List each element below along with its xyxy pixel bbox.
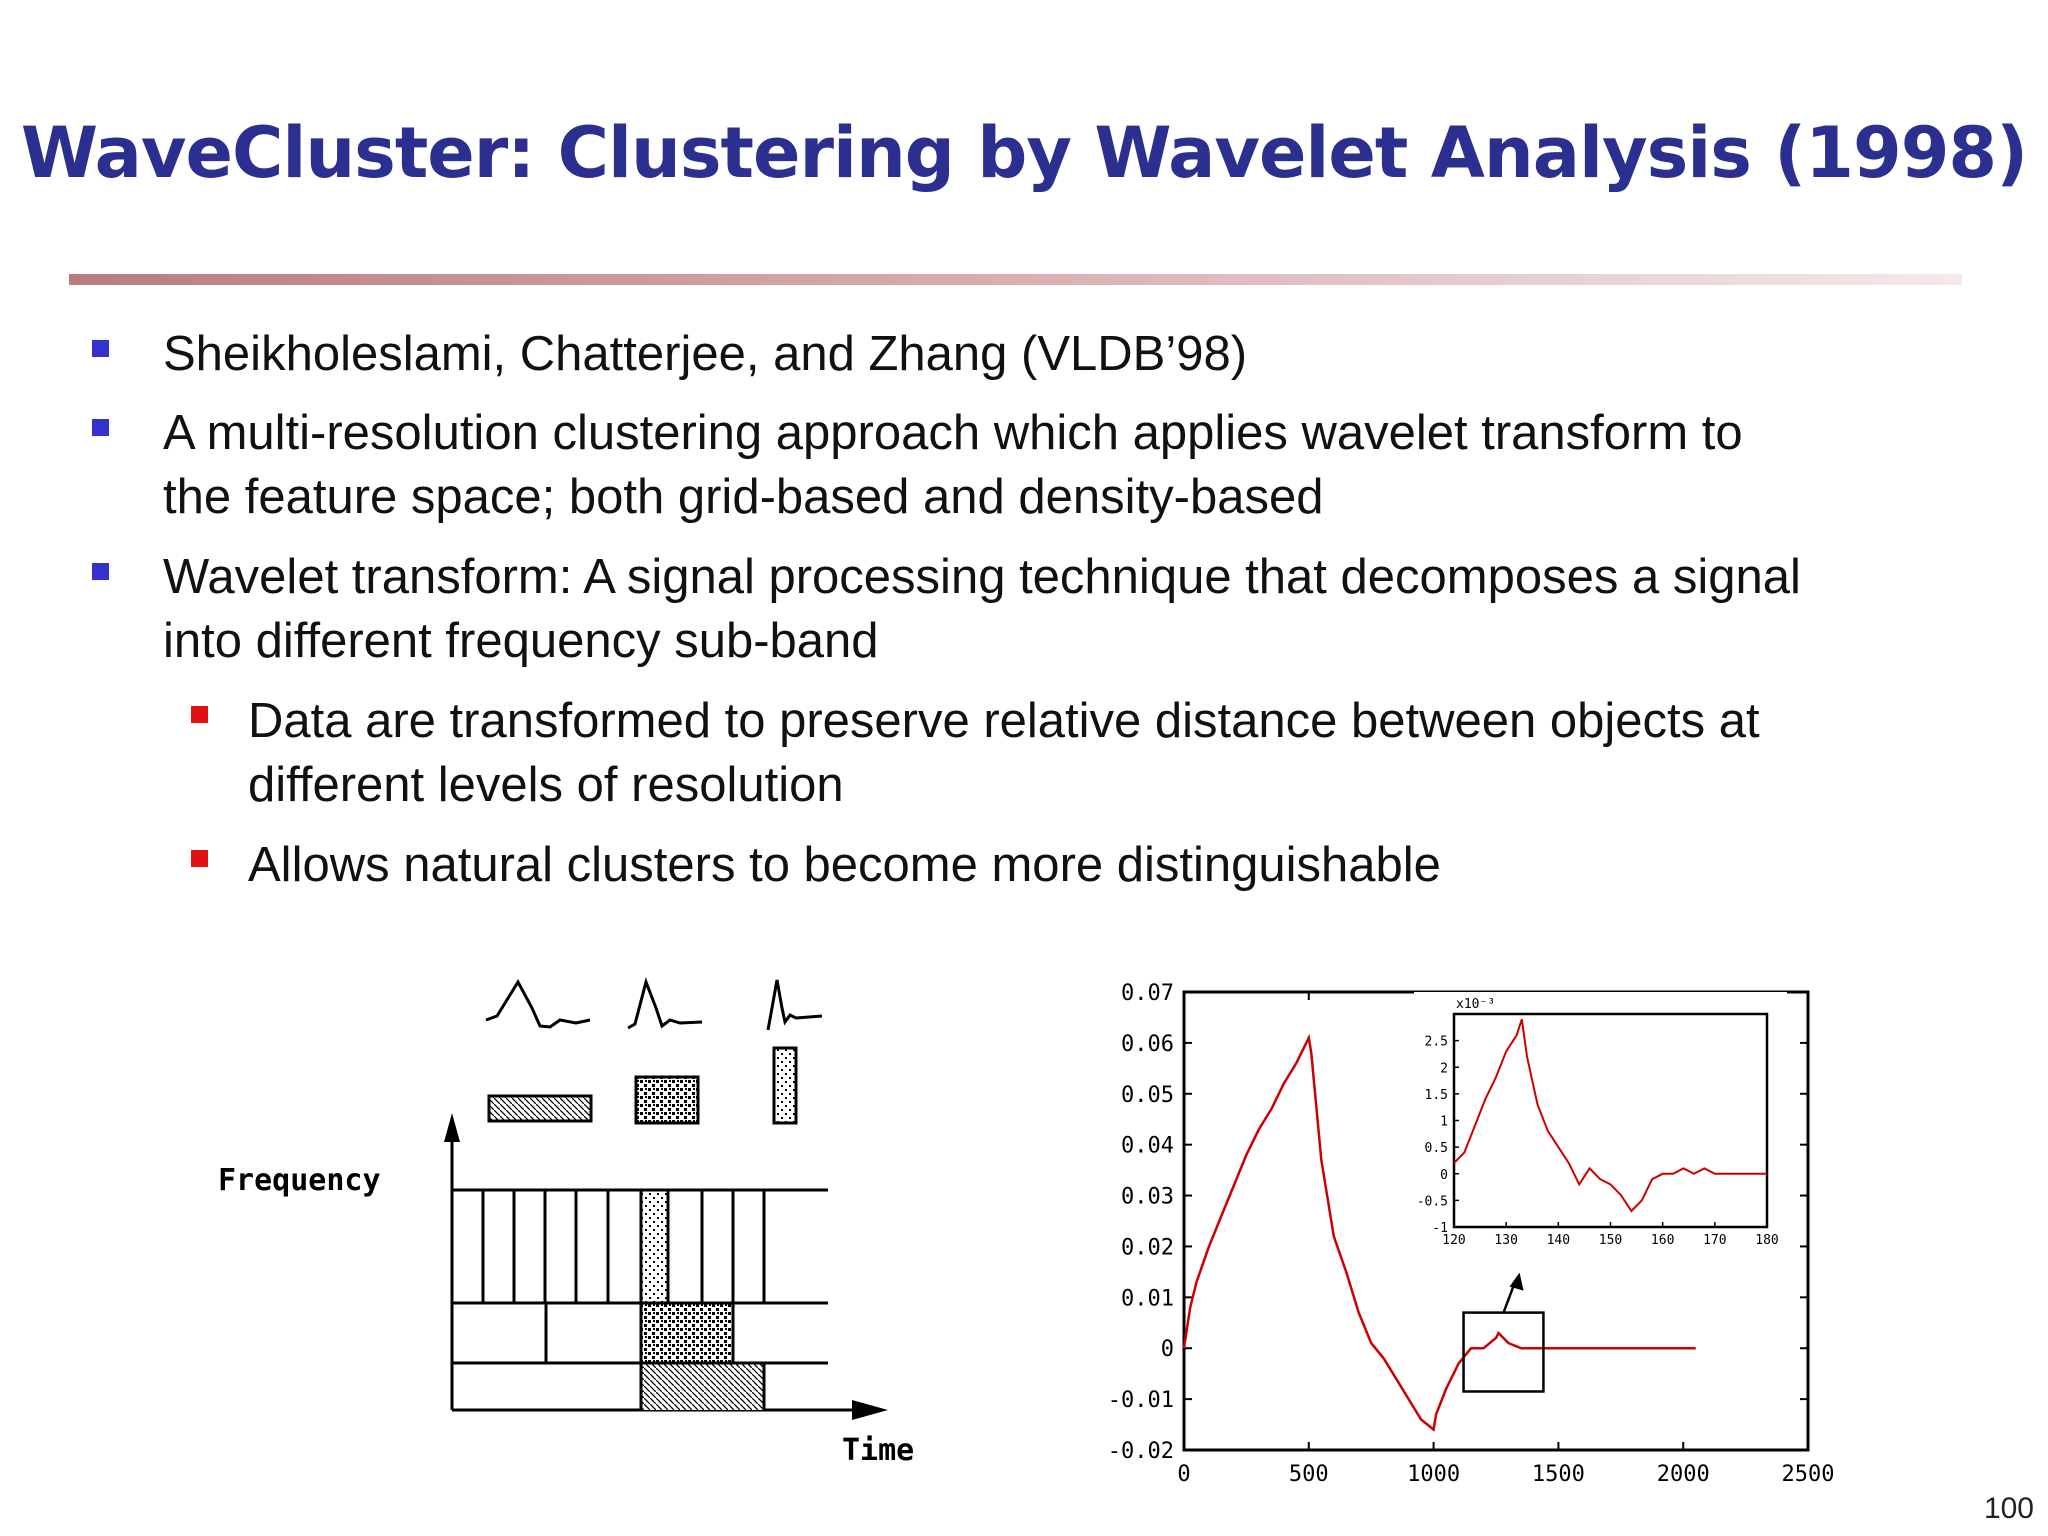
y-tick-label: 0.05 [1121,1082,1174,1108]
inset-x-tick-label: 160 [1650,1233,1675,1248]
inset-y-tick-label: 0 [1440,1167,1448,1183]
sub-bullet-text: Data are transformed to preserve relative distance between objects at different levels of resolution [248,694,1760,812]
y-tick-label: 0.06 [1121,1031,1174,1057]
inset-x-tick-label: 170 [1703,1233,1727,1248]
y-tick-label: 0.01 [1121,1286,1174,1312]
inset-y-tick-label: -0.5 [1416,1194,1448,1210]
y-tick-label: -0.01 [1107,1388,1174,1414]
inset-y-tick-label: 0.5 [1424,1141,1448,1157]
inset-y-tick-label: 2 [1440,1061,1448,1077]
tile-legend-hatched [489,1096,591,1121]
wavelet-wide-icon [486,982,590,1027]
inset-y-tick-label: 2.5 [1424,1034,1448,1050]
sub-bullet-marker [191,850,208,867]
y-tick-label: -0.02 [1107,1439,1174,1464]
wavelet-medium-icon [628,982,702,1028]
sub-bullet-text: Allows natural clusters to become more distinguishable [248,838,1441,892]
inset-y-tick-label: -1 [1432,1221,1448,1236]
x-tick-label: 0 [1177,1462,1191,1485]
tile-legend-dense [636,1077,698,1123]
time-frequency-diagram [200,960,960,1480]
x-tick-label: 1000 [1407,1462,1461,1485]
y-tick-label: 0.02 [1121,1235,1174,1261]
wavelet-signal-chart [1085,965,1885,1485]
inset-x-tick-label: 140 [1546,1233,1571,1248]
inset-background [1414,992,1787,1255]
bullet-marker [92,340,109,357]
wavelet-narrow-icon [768,980,822,1030]
y-tick-label: 0.03 [1121,1184,1174,1210]
inset-x-tick-label: 180 [1755,1233,1779,1248]
frequency-arrow-icon [444,1113,460,1142]
zoom-region-box [1464,1313,1544,1392]
time-arrow-icon [852,1400,888,1420]
sub-bullet-marker [191,706,208,723]
inset-x-tick-label: 130 [1494,1233,1518,1248]
inset-x-tick-label: 150 [1598,1233,1623,1248]
time-axis-label: Time [842,1433,915,1468]
slide-title: WaveCluster: Clustering by Wavelet Analysis (1998) [20,112,2028,194]
y-tick-label: 0.04 [1121,1133,1174,1159]
bullet-text: A multi-resolution clustering approach which applies wavelet transform to the feature space; both grid-based and density-based [163,406,1743,524]
inset-y-tick-label: 1.5 [1424,1087,1448,1103]
inset-y-tick-label: 1 [1440,1114,1448,1130]
x-tick-label: 500 [1288,1462,1329,1485]
x-tick-label: 2000 [1656,1462,1710,1485]
x-tick-label: 1500 [1531,1462,1585,1485]
frequency-axis-label: Frequency [218,1163,381,1198]
inset-multiplier-label: x10⁻³ [1456,997,1496,1012]
tile-legend-dotted [774,1048,796,1123]
x-tick-label: 2500 [1781,1462,1835,1485]
bullet-marker [92,563,109,580]
inset-x-tick-label: 120 [1442,1233,1466,1248]
y-tick-label: 0 [1160,1337,1174,1363]
y-tick-label: 0.07 [1121,981,1174,1006]
page-number: 100 [1983,1492,2034,1525]
bullet-marker [92,419,109,436]
bullet-text: Wavelet transform: A signal processing technique that decomposes a signal into different frequency sub-band [163,550,1801,668]
bullet-text: Sheikholeslami, Chatterjee, and Zhang (VLDB’98) [163,327,1248,381]
title-underline [69,274,1962,285]
